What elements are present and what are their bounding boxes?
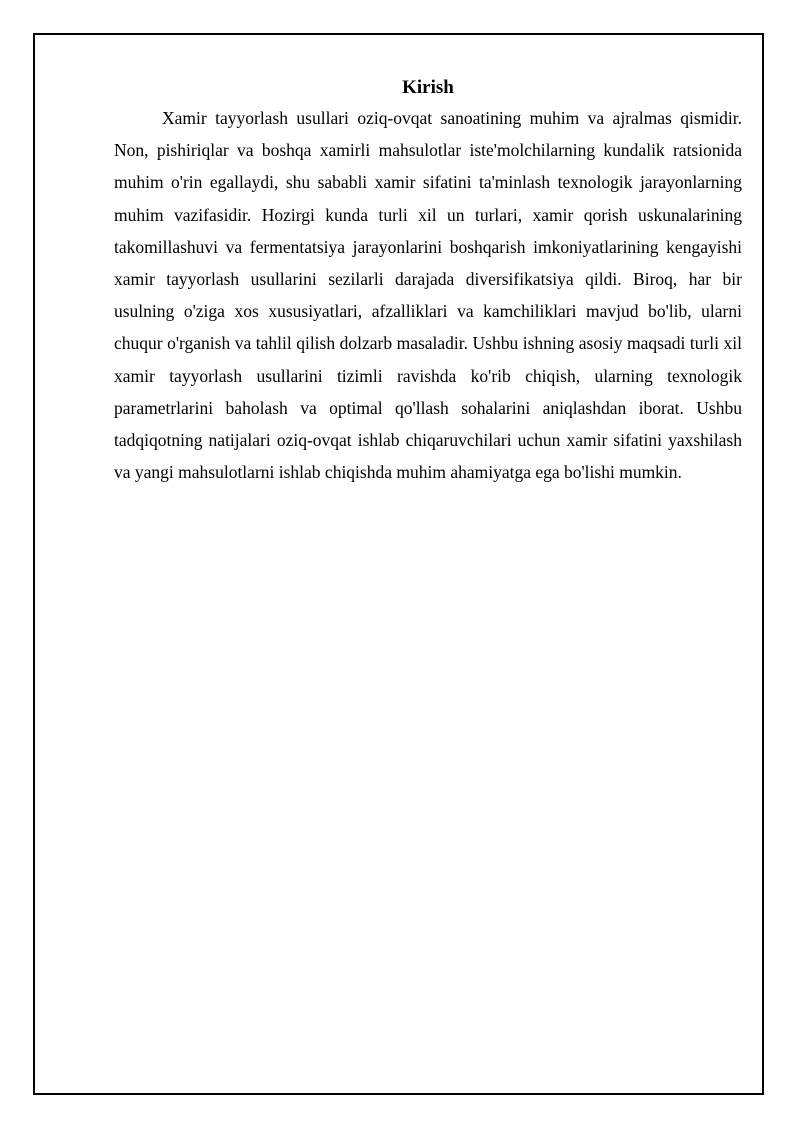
body-paragraph: Xamir tayyorlash usullari oziq-ovqat sanoatining muhim va ajralmas qismidir. Non, pishiriqlar va boshqa xamirli mahsulotlar iste'molchilarning kundalik ratsionida muhim o'rin egallaydi, shu sababli xamir sifatini ta'minlash texnologik jarayonlarning muhim vazifasidir. Hozirgi kunda turli xil un turlari, xamir qorish uskunalarining takomillashuvi va fermentatsiya jarayonlarini boshqarish imkoniyatlarining kengayishi xamir tayyorlash usullarini sezilarli darajada diversifikatsiya qildi. Biroq, har bir usulning o'ziga xos xususiyatlari, afzalliklari va kamchiliklari mavjud bo'lib, ularni chuqur o'rganish va tahlil qilish dolzarb masaladir. Ushbu ishning asosiy maqsadi turli xil xamir tayyorlash usullarini tizimli ravishda ko'rib chiqish, ularning texnologik parametrlarini baholash va optimal qo'llash sohalarini aniqlashdan iborat. Ushbu tadqiqotning natijalari oziq-ovqat ishlab chiqaruvchilari uchun xamir sifatini yaxshilash va yangi mahsulotlarni ishlab chiqishda muhim ahamiyatga ega bo'lishi mumkin. [114,108,742,483]
section-heading: Kirish [402,77,454,98]
document-body [114,74,742,488]
